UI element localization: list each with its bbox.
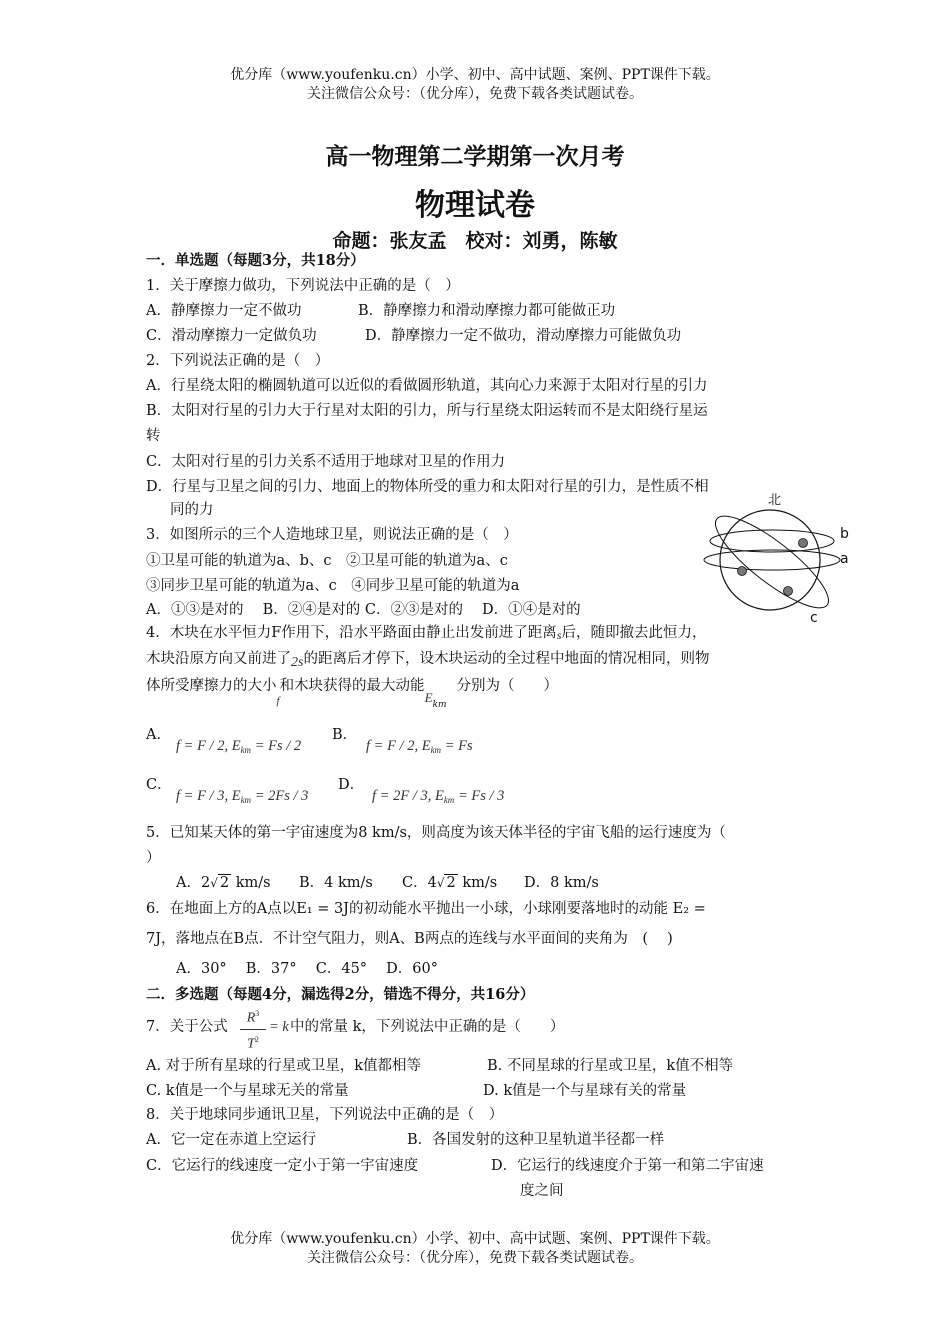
q5-option-b: B．4 km/s	[299, 875, 373, 891]
q7-formula-eq: = k	[269, 1019, 289, 1035]
q2-option-c: C．太阳对行星的引力关系不适用于地球对卫星的作用力	[146, 454, 506, 470]
q4-line-3	[146, 675, 559, 710]
q3-stem: 3．如图所示的三个人造地球卫星，则说法正确的是（ ）	[146, 527, 518, 543]
q4-line-1a: 4．木块在水平恒力F作用下，沿水平路面由静止出发前进了距离	[146, 625, 557, 641]
q4-option-b-expr: f = F / 2, E	[366, 738, 431, 754]
q4-label-c: C．	[146, 777, 172, 793]
q4-option-a-expr-2: = Fs / 2	[251, 738, 302, 754]
q2-option-b-line-2: 转	[146, 428, 161, 444]
q2-option-a: A．行星绕太阳的椭圆轨道可以近似的看做圆形轨道，其向心力来源于太阳对行星的引力	[146, 378, 708, 394]
q1-option-d: D．静摩擦力一定不做功，滑动摩擦力可能做负功	[365, 328, 682, 344]
q5-option-a-prefix: A．2	[176, 875, 211, 891]
q7-formula-numerator	[240, 1004, 266, 1030]
label-north: 北	[768, 493, 782, 508]
earth-circle	[720, 510, 820, 610]
q4-option-d-math	[372, 785, 504, 811]
q8-stem: 8．关于地球同步通讯卫星，下列说法中正确的是（ ）	[146, 1107, 504, 1123]
q4-line-2b: 的距离后才停下，设木块运动的全过程中地面的情况相同，则物	[303, 651, 710, 667]
satellite-b	[799, 539, 808, 548]
q4-option-b-sub: km	[430, 745, 442, 755]
q4-line-3c: 分别为（ ）	[456, 678, 559, 694]
header-line-2: 关注微信公众号：（优分库），免费下载各类试题试卷。	[307, 86, 643, 102]
q4-var-ekm-sub: km	[432, 700, 447, 710]
q4-option-d-sub: km	[443, 795, 455, 805]
q4-option-d-expr: f = 2F / 3, E	[372, 788, 444, 804]
header-line-1: 优分库（www.youfenku.cn）小学、初中、高中试题、案例、PPT课件下载。	[230, 67, 720, 83]
q1-stem: 1．关于摩擦力做功，下列说法中正确的是（ ）	[146, 278, 460, 294]
q4-label-d: D．	[338, 777, 365, 793]
q4-option-c-sub: km	[240, 795, 252, 805]
orbit-c	[705, 503, 840, 621]
q4-label-a: A．	[146, 727, 171, 743]
q4-var-f: f	[276, 695, 280, 707]
q7-formula-r-exp: 3	[255, 1009, 260, 1018]
q4-line-1b: 后，随即撤去此恒力，	[561, 625, 707, 641]
q5-option-a: A．2√ 2 km/s	[176, 875, 271, 891]
label-b: b	[840, 526, 849, 542]
q4-option-c-expr-2: = 2Fs / 3	[251, 788, 309, 804]
q4-label-b: B．	[332, 727, 358, 743]
q8-option-d-line-1: D．它运行的线速度介于第一和第二宇宙速	[491, 1158, 764, 1174]
q5-option-c-radicand: 2	[446, 875, 456, 891]
q7-formula-denominator	[240, 1030, 266, 1055]
q8-option-b: B．各国发射的这种卫星轨道半径都一样	[407, 1132, 665, 1148]
q5-option-d: D．8 km/s	[524, 875, 599, 891]
exam-title: 高一物理第二学期第一次月考	[325, 143, 625, 170]
q6-line-2: 7J，落地点在B点．不计空气阻力，则A、B两点的连线与水平面间的夹角为 ( )	[146, 931, 673, 947]
q3-options: A．①③是对的 B．②④是对的 C．②③是对的 D．①④是对的	[146, 602, 581, 618]
satellite-orbit-figure	[700, 488, 860, 628]
label-c: c	[810, 610, 818, 626]
q1-option-a: A．静摩擦力一定不做功	[146, 303, 302, 319]
q5-option-c-prefix: C．4	[402, 875, 437, 891]
q4-option-b-expr-2: = Fs	[441, 738, 473, 754]
q2-option-b-line-1: B．太阳对行星的引力大于行星对太阳的引力，所与行星绕太阳运转而不是太阳绕行星运	[146, 403, 708, 419]
q4-var-s: s	[556, 628, 562, 642]
section-1-heading: 一．单选题（每题3分，共18分）	[146, 252, 365, 269]
satellite-c	[784, 587, 793, 596]
q4-line-3a: 体所受摩擦力的大小	[146, 678, 277, 694]
q5-option-a-radicand: 2	[219, 875, 230, 891]
q4-option-c-math	[176, 785, 308, 811]
q7-option-a: A. 对于所有星球的行星或卫星，k值都相等	[146, 1058, 421, 1074]
section-2-heading: 二．多选题（每题4分，漏选得2分，错选不得分，共16分）	[146, 986, 535, 1003]
q8-option-c: C．它运行的线速度一定小于第一宇宙速度	[146, 1158, 419, 1174]
exam-subtitle: 物理试卷	[415, 188, 535, 223]
q1-option-c: C．滑动摩擦力一定做负功	[146, 328, 317, 344]
footer-line-2: 关注微信公众号：（优分库），免费下载各类试题试卷。	[307, 1250, 643, 1266]
q7-formula-t: T	[247, 1036, 255, 1052]
q7-stem-suffix: 中的常量 k，下列说法中正确的是（ ）	[290, 1019, 565, 1035]
q4-option-a-expr: f = F / 2, E	[176, 738, 241, 754]
q4-line-2	[146, 648, 709, 671]
q6-line-1: 6．在地面上方的A点以E₁ = 3J的初动能水平抛出一小球，小球刚要落地时的动能 E₂ =	[146, 901, 706, 917]
q5-line-1: 5．已知某天体的第一宇宙速度为8 km/s，则高度为该天体半径的宇宙飞船的运行速度为（	[146, 825, 726, 841]
q7-option-c: C. k值是一个与星球无关的常量	[146, 1083, 349, 1099]
q7-formula-t-exp: 2	[254, 1034, 259, 1044]
q7-formula-r: R	[246, 1010, 256, 1026]
q4-line-2a: 木块沿原方向又前进了	[146, 651, 291, 667]
q7-stem-prefix: 7．关于公式	[146, 1019, 228, 1035]
satellite-a	[738, 567, 747, 576]
q7-option-d: D. k值是一个与星球有关的常量	[483, 1083, 687, 1099]
q8-option-a: A．它一定在赤道上空运行	[146, 1132, 316, 1148]
q5-option-a-unit: km/s	[231, 875, 271, 891]
q4-option-c-expr: f = F / 3, E	[176, 788, 241, 804]
label-a: a	[840, 551, 849, 567]
q5-line-2: ）	[146, 850, 161, 866]
q4-option-b-math	[366, 735, 473, 761]
q5-option-c: C．4√ 2 km/s	[402, 875, 498, 891]
exam-credits: 命题：张友孟 校对：刘勇，陈敏	[332, 230, 618, 252]
q7-option-b: B. 不同星球的行星或卫星，k值不相等	[487, 1058, 734, 1074]
q4-line-3b: 和木块获得的最大动能	[279, 678, 425, 694]
q4-option-a-sub: km	[240, 745, 252, 755]
q4-var-ekm: E	[424, 690, 433, 705]
q6-options: A．30° B．37° C．45° D．60°	[176, 961, 438, 977]
q8-option-d-line-2: 度之间	[520, 1183, 564, 1199]
q4-line-1	[146, 622, 706, 644]
q4-var-2s: 2s	[291, 655, 304, 670]
q2-stem: 2．下列说法正确的是（ ）	[146, 353, 330, 369]
q7-formula	[240, 1004, 266, 1054]
q3-statement-2: ③同步卫星可能的轨道为a、c ④同步卫星可能的轨道为a	[146, 578, 520, 594]
q3-statement-1: ①卫星可能的轨道为a、b、c ②卫星可能的轨道为a、c	[146, 553, 508, 569]
q4-option-d-expr-2: = Fs / 3	[454, 788, 505, 804]
q5-option-c-unit: km/s	[457, 875, 498, 891]
q4-option-a-math	[176, 735, 301, 761]
q2-option-d-line-2: 同的力	[170, 502, 214, 518]
footer-line-1: 优分库（www.youfenku.cn）小学、初中、高中试题、案例、PPT课件下载。	[230, 1231, 720, 1247]
q1-option-b: B．静摩擦力和滑动摩擦力都可能做正功	[358, 303, 616, 319]
q2-option-d-line-1: D．行星与卫星之间的引力、地面上的物体所受的重力和太阳对行星的引力，是性质不相	[146, 479, 709, 495]
